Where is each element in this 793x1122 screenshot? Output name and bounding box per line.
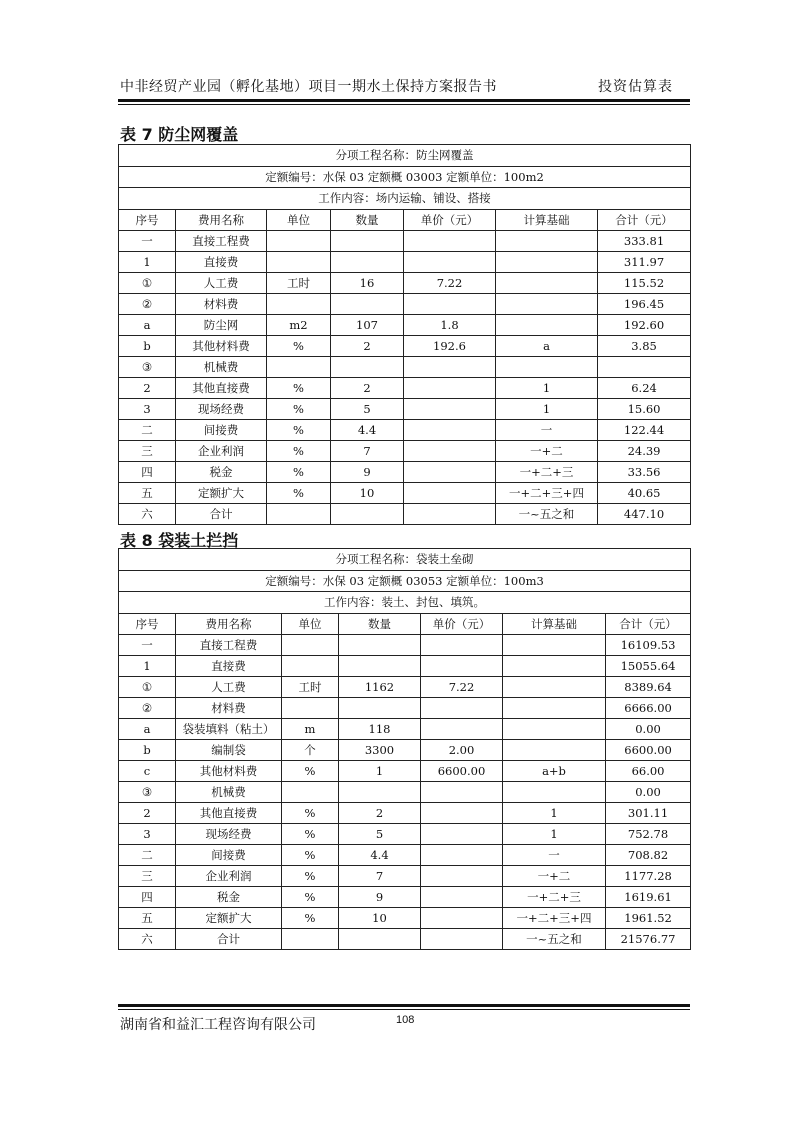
table-row (119, 272, 691, 293)
cell-qty (331, 293, 404, 314)
cell-total: 447.10 (598, 503, 691, 524)
cell-price (421, 655, 503, 676)
cell-basis: 一 (496, 419, 598, 440)
cell-unit (267, 293, 331, 314)
table-row (119, 482, 691, 503)
cell-unit: m (282, 718, 339, 739)
table-8 (118, 548, 691, 950)
cell-seq: 四 (119, 461, 176, 482)
cell-price (421, 634, 503, 655)
cell-price (404, 251, 496, 272)
cell-price (421, 823, 503, 844)
cell-total: 708.82 (606, 844, 691, 865)
cell-qty: 16 (331, 272, 404, 293)
cell-unit (282, 655, 339, 676)
cell-name: 机械费 (176, 356, 267, 377)
cell-price (404, 293, 496, 314)
cell-unit: % (282, 886, 339, 907)
table-row (119, 398, 691, 419)
cell-qty: 7 (339, 865, 421, 886)
cell-total: 24.39 (598, 440, 691, 461)
cell-name: 材料费 (176, 697, 282, 718)
table-row (119, 760, 691, 781)
cell-price: 1.8 (404, 314, 496, 335)
cell-qty: 5 (339, 823, 421, 844)
column-header: 单位 (267, 209, 331, 230)
cell-basis (503, 634, 606, 655)
cell-price (421, 886, 503, 907)
cell-seq: 一 (119, 634, 176, 655)
table-row (119, 886, 691, 907)
cell-seq: b (119, 739, 176, 760)
cell-name: 税金 (176, 886, 282, 907)
cell-unit (282, 928, 339, 949)
cell-qty (331, 503, 404, 524)
cell-unit: % (267, 482, 331, 503)
cell-qty: 2 (339, 802, 421, 823)
cell-unit: % (267, 377, 331, 398)
column-header: 合计（元） (598, 209, 691, 230)
header-rule-thin (118, 104, 690, 105)
cell-qty: 118 (339, 718, 421, 739)
cell-name: 合计 (176, 928, 282, 949)
cell-basis (496, 314, 598, 335)
cell-price (421, 781, 503, 802)
cell-qty: 1 (339, 760, 421, 781)
cell-price (421, 718, 503, 739)
cell-name: 企业利润 (176, 865, 282, 886)
header-rule (118, 99, 690, 102)
table-row (119, 356, 691, 377)
cell-qty: 3300 (339, 739, 421, 760)
cell-name: 企业利润 (176, 440, 267, 461)
cell-total: 6.24 (598, 377, 691, 398)
table-row (119, 697, 691, 718)
table-row (119, 634, 691, 655)
column-header: 计算基础 (496, 209, 598, 230)
cell-unit: % (267, 398, 331, 419)
cell-seq: 3 (119, 823, 176, 844)
cell-basis: a+b (503, 760, 606, 781)
cell-basis: 1 (503, 823, 606, 844)
cell-name: 其他材料费 (176, 760, 282, 781)
column-header: 合计（元） (606, 613, 691, 634)
column-header: 单位 (282, 613, 339, 634)
cell-qty: 10 (331, 482, 404, 503)
table-row (119, 739, 691, 760)
cell-basis: 一~五之和 (496, 503, 598, 524)
cell-unit: % (282, 907, 339, 928)
table-row (119, 844, 691, 865)
table-row (119, 823, 691, 844)
cell-seq: 1 (119, 251, 176, 272)
cell-qty (331, 251, 404, 272)
cell-qty: 4.4 (339, 844, 421, 865)
header-row (119, 209, 691, 230)
cell-price (404, 356, 496, 377)
cell-total: 196.45 (598, 293, 691, 314)
cell-seq: 六 (119, 928, 176, 949)
column-header: 费用名称 (176, 209, 267, 230)
table-row (119, 335, 691, 356)
table-row (119, 314, 691, 335)
cell-price (404, 461, 496, 482)
cell-name: 袋装填料（粘土） (176, 718, 282, 739)
cell-name: 人工费 (176, 676, 282, 697)
cell-unit: % (267, 335, 331, 356)
cell-seq: 二 (119, 844, 176, 865)
cell-price (421, 865, 503, 886)
cell-unit: m2 (267, 314, 331, 335)
cell-price: 2.00 (421, 739, 503, 760)
table-row (119, 293, 691, 314)
cell-total: 0.00 (606, 718, 691, 739)
cell-unit: % (282, 802, 339, 823)
column-header: 数量 (339, 613, 421, 634)
table-row (119, 230, 691, 251)
cell-total: 752.78 (606, 823, 691, 844)
cell-basis (496, 230, 598, 251)
cell-seq: ② (119, 697, 176, 718)
cell-seq: 五 (119, 482, 176, 503)
quota-info: 定额编号：水保 03 定额概 03003 定额单位：100m2 (119, 166, 691, 188)
cell-total: 1619.61 (606, 886, 691, 907)
cell-seq: ③ (119, 781, 176, 802)
cell-name: 防尘网 (176, 314, 267, 335)
cell-qty (331, 230, 404, 251)
cell-name: 定额扩大 (176, 482, 267, 503)
table-7 (118, 144, 691, 525)
table-row (119, 718, 691, 739)
cell-name: 材料费 (176, 293, 267, 314)
cell-name: 人工费 (176, 272, 267, 293)
cell-qty (339, 697, 421, 718)
cell-seq: 2 (119, 802, 176, 823)
cell-basis: 一+二+三+四 (496, 482, 598, 503)
cell-unit: 工时 (267, 272, 331, 293)
cell-basis: 一+二+三 (503, 886, 606, 907)
cell-price (421, 802, 503, 823)
cell-price (404, 377, 496, 398)
cell-total: 0.00 (606, 781, 691, 802)
column-header: 单价（元） (421, 613, 503, 634)
cell-seq: 2 (119, 377, 176, 398)
cell-price (421, 697, 503, 718)
cell-seq: 六 (119, 503, 176, 524)
cell-name: 合计 (176, 503, 267, 524)
cell-unit: % (267, 440, 331, 461)
cell-unit (267, 230, 331, 251)
footer-rule-thin (118, 1009, 690, 1010)
header-title: 中非经贸产业园（孵化基地）项目一期水土保持方案报告书 (120, 79, 497, 95)
work-content: 工作内容：场内运输、铺设、搭接 (119, 188, 691, 210)
table-row (119, 676, 691, 697)
cell-name: 税金 (176, 461, 267, 482)
cell-price: 7.22 (421, 676, 503, 697)
cell-seq: 三 (119, 865, 176, 886)
cell-qty: 107 (331, 314, 404, 335)
cell-seq: 四 (119, 886, 176, 907)
cell-seq: 一 (119, 230, 176, 251)
table-row (119, 440, 691, 461)
quota-info: 定额编号：水保 03 定额概 03053 定额单位：100m3 (119, 570, 691, 592)
table-7-title: 表 7 防尘网覆盖 (120, 125, 239, 144)
cell-qty (331, 356, 404, 377)
cell-price: 192.6 (404, 335, 496, 356)
cell-total: 115.52 (598, 272, 691, 293)
cell-qty: 4.4 (331, 419, 404, 440)
table-row (119, 251, 691, 272)
cell-total: 192.60 (598, 314, 691, 335)
cell-seq: 三 (119, 440, 176, 461)
table-row (119, 781, 691, 802)
cell-basis (503, 655, 606, 676)
cell-total: 6600.00 (606, 739, 691, 760)
cell-unit (267, 356, 331, 377)
cell-basis: 1 (496, 377, 598, 398)
cell-seq: 五 (119, 907, 176, 928)
cell-total: 33.56 (598, 461, 691, 482)
cell-qty: 10 (339, 907, 421, 928)
cell-unit (282, 781, 339, 802)
table-row (119, 802, 691, 823)
cell-basis: 1 (503, 802, 606, 823)
cell-qty (339, 928, 421, 949)
table-row (119, 865, 691, 886)
cell-total: 6666.00 (606, 697, 691, 718)
cell-name: 间接费 (176, 844, 282, 865)
column-header: 单价（元） (404, 209, 496, 230)
cell-unit: 个 (282, 739, 339, 760)
cell-unit (282, 634, 339, 655)
cell-qty: 5 (331, 398, 404, 419)
cell-name: 直接工程费 (176, 230, 267, 251)
cell-basis (503, 781, 606, 802)
cell-name: 机械费 (176, 781, 282, 802)
cell-price (404, 482, 496, 503)
cell-price (421, 928, 503, 949)
cell-basis (496, 251, 598, 272)
table-row (119, 377, 691, 398)
cell-total: 3.85 (598, 335, 691, 356)
cell-seq: c (119, 760, 176, 781)
table-row (119, 419, 691, 440)
cell-total (598, 356, 691, 377)
cell-unit: % (282, 760, 339, 781)
cell-basis: 一+二+三+四 (503, 907, 606, 928)
cell-total: 8389.64 (606, 676, 691, 697)
cell-name: 现场经费 (176, 823, 282, 844)
cell-seq: 1 (119, 655, 176, 676)
cell-basis (503, 697, 606, 718)
cell-total: 301.11 (606, 802, 691, 823)
cell-basis: 一+二 (496, 440, 598, 461)
cell-basis: 一 (503, 844, 606, 865)
work-content: 工作内容：装土、封包、填筑。 (119, 592, 691, 614)
column-header: 数量 (331, 209, 404, 230)
cell-qty: 7 (331, 440, 404, 461)
cell-name: 其他直接费 (176, 377, 267, 398)
cell-total: 40.65 (598, 482, 691, 503)
cell-total: 311.97 (598, 251, 691, 272)
cell-seq: 3 (119, 398, 176, 419)
cell-price: 7.22 (404, 272, 496, 293)
column-header: 费用名称 (176, 613, 282, 634)
cell-basis (496, 293, 598, 314)
cell-seq: ② (119, 293, 176, 314)
cell-unit (267, 503, 331, 524)
cell-seq: ① (119, 272, 176, 293)
item-name: 分项工程名称：防尘网覆盖 (119, 145, 691, 167)
cell-qty: 1162 (339, 676, 421, 697)
cell-basis: 一+二 (503, 865, 606, 886)
cell-qty (339, 634, 421, 655)
cell-unit: % (282, 823, 339, 844)
cell-total: 15055.64 (606, 655, 691, 676)
table-row (119, 655, 691, 676)
cell-total: 66.00 (606, 760, 691, 781)
cell-total: 333.81 (598, 230, 691, 251)
cell-basis: a (496, 335, 598, 356)
table-8-title: 表 8 袋装土拦挡 (120, 531, 239, 550)
cell-seq: a (119, 314, 176, 335)
cell-basis: 一~五之和 (503, 928, 606, 949)
cell-price (404, 440, 496, 461)
cell-qty: 2 (331, 335, 404, 356)
cell-price (404, 230, 496, 251)
cell-basis (503, 676, 606, 697)
cell-unit: 工时 (282, 676, 339, 697)
header-row (119, 613, 691, 634)
cell-total: 1177.28 (606, 865, 691, 886)
cell-seq: ① (119, 676, 176, 697)
table-row (119, 503, 691, 524)
cell-basis: 1 (496, 398, 598, 419)
cell-total: 122.44 (598, 419, 691, 440)
cell-price (421, 844, 503, 865)
cell-price: 6600.00 (421, 760, 503, 781)
item-name: 分项工程名称：袋装土垒砌 (119, 549, 691, 571)
cell-name: 其他材料费 (176, 335, 267, 356)
cell-unit: % (267, 461, 331, 482)
table-row (119, 907, 691, 928)
cell-price (421, 907, 503, 928)
cell-price (404, 419, 496, 440)
cell-basis: 一+二+三 (496, 461, 598, 482)
cell-qty: 9 (339, 886, 421, 907)
cell-unit: % (267, 419, 331, 440)
cell-name: 其他直接费 (176, 802, 282, 823)
cell-name: 编制袋 (176, 739, 282, 760)
column-header: 序号 (119, 209, 176, 230)
cell-name: 直接费 (176, 655, 282, 676)
cell-price (404, 398, 496, 419)
cell-name: 定额扩大 (176, 907, 282, 928)
cell-basis (503, 718, 606, 739)
column-header: 序号 (119, 613, 176, 634)
cell-basis (496, 356, 598, 377)
footer-rule (118, 1004, 690, 1007)
cell-seq: a (119, 718, 176, 739)
cell-total: 15.60 (598, 398, 691, 419)
cell-total: 16109.53 (606, 634, 691, 655)
cell-unit (267, 251, 331, 272)
cell-qty: 9 (331, 461, 404, 482)
cell-seq: 二 (119, 419, 176, 440)
footer-company: 湖南省和益汇工程咨询有限公司 (120, 1017, 316, 1033)
cell-unit (282, 697, 339, 718)
cell-name: 间接费 (176, 419, 267, 440)
cell-basis (503, 739, 606, 760)
header-section: 投资估算表 (598, 79, 673, 95)
table-row (119, 928, 691, 949)
cell-seq: ③ (119, 356, 176, 377)
cell-unit: % (282, 865, 339, 886)
cell-qty: 2 (331, 377, 404, 398)
cell-total: 1961.52 (606, 907, 691, 928)
cell-name: 直接费 (176, 251, 267, 272)
cell-unit: % (282, 844, 339, 865)
cell-qty (339, 781, 421, 802)
cell-seq: b (119, 335, 176, 356)
cell-qty (339, 655, 421, 676)
cell-basis (496, 272, 598, 293)
page-number: 108 (396, 1014, 415, 1026)
cell-total: 21576.77 (606, 928, 691, 949)
column-header: 计算基础 (503, 613, 606, 634)
cell-price (404, 503, 496, 524)
cell-name: 现场经费 (176, 398, 267, 419)
cell-name: 直接工程费 (176, 634, 282, 655)
table-row (119, 461, 691, 482)
